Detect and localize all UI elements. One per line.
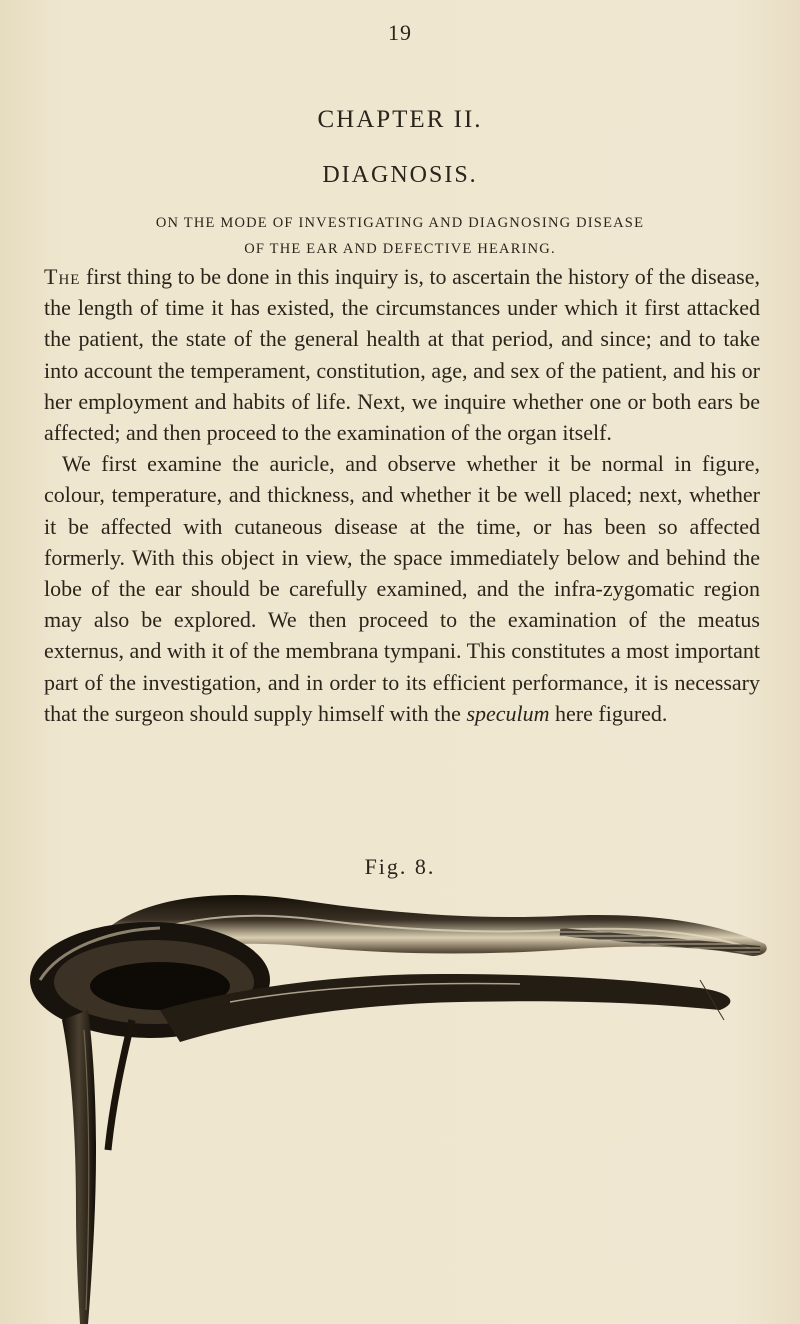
section-title: DIAGNOSIS.: [322, 162, 478, 188]
paragraph-2: [44, 448, 760, 729]
speculum-handle: [62, 1010, 132, 1324]
page-number: 19: [388, 20, 412, 45]
paragraph-2-text: We first examine the auricle, and observe whether it be normal in figure, colour, temperature, and thickness, and whether it be well placed; next, whether it be affected with cutaneous disease at the time, or has been so affected formerly. With this object in view, the space immediately below and behind the lobe of the ear should be carefully examined, and the infra-zygomatic region may also be explored. We then proceed to the examination of the meatus externus, and with it of the membrana tympani. This constitutes a most important part of the investigation, and in order to its efficient performance, it is necessary that the surgeon should supply himself with the: [44, 451, 760, 726]
subtitle-line-1: ON THE MODE OF INVESTIGATING AND DIAGNOSING DISEASE: [155, 215, 645, 231]
section-subtitle: [36, 210, 764, 262]
paragraph-1-lead: The: [44, 264, 81, 289]
speculum-term: speculum: [466, 700, 550, 726]
subtitle-line-2: OF THE EAR AND DEFECTIVE HEARING.: [244, 241, 556, 257]
figure-caption: Fig. 8.: [364, 854, 436, 879]
chapter-heading: CHAPTER II.: [317, 106, 483, 133]
paragraph-2-end: here figured.: [549, 700, 668, 726]
body-text: [44, 261, 760, 729]
speculum-illustration: [0, 870, 800, 1324]
paragraph-1-text: first thing to be done in this inquiry is, to ascertain the history of the disease, the length of time it has existed, the circumstances under which it first attacked the patient, the state of the general health at that period, and since; and to take into account the temperament, constitution, age, and sex of the patient, and his or her employment and habits of life. Next, we inquire whether one or both ears be affected; and then proceed to the examination of the organ itself.: [44, 264, 760, 446]
paragraph-1: [44, 261, 760, 448]
